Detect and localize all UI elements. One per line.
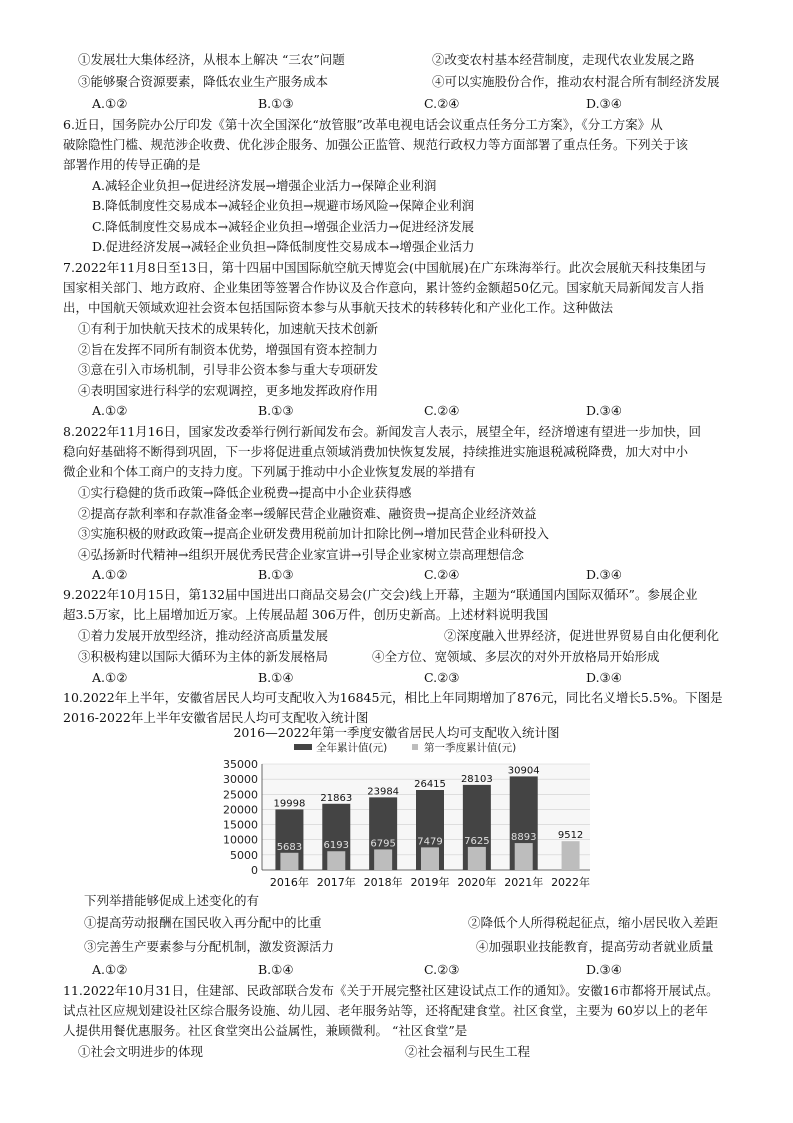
- bar-q1: [374, 849, 392, 870]
- q10-stem-line-2: 2016-2022年上半年安徽省居民人均可支配收入统计图: [63, 710, 369, 725]
- q11-option-1: ①社会文明进步的体现: [78, 1044, 204, 1059]
- q7-option-1: ①有利于加快航天技术的成果转化，加速航天技术创新: [78, 321, 379, 336]
- data-label-q1: 8893: [510, 832, 537, 844]
- data-label-annual: 26415: [414, 779, 446, 791]
- data-label-q1: 5683: [276, 841, 303, 853]
- q9-stem-line-1: 9.2022年10月15日，第132届中国进出口商品交易会(广交会)线上开幕，主题为“联通国内国际双循环”。参展企业: [63, 587, 698, 602]
- q10-answer-b: B.①④: [258, 962, 294, 977]
- y-tick-label: 20000: [223, 803, 258, 817]
- bar-q1: [515, 843, 533, 870]
- legend-swatch-q1: [412, 744, 418, 750]
- q6-stem-line-3: 部署作用的传导正确的是: [63, 157, 201, 172]
- q5-answer-b: B.①③: [258, 96, 294, 111]
- q7-option-2: ②旨在发挥不同所有制资本优势，增强国有资本控制力: [78, 342, 379, 357]
- q9-answer-b: B.①④: [258, 670, 294, 685]
- q8-answer-a: A.①②: [92, 567, 128, 582]
- income-bar-chart: [0, 742, 793, 902]
- y-tick-label: 10000: [223, 833, 258, 847]
- q8-option-4: ④弘扬新时代精神→组织开展优秀民营企业家宣讲→引导企业家树立崇高理想信念: [78, 547, 524, 562]
- q7-answer-b: B.①③: [258, 403, 294, 418]
- legend-swatch-annual: [294, 744, 312, 750]
- q7-stem-line-3: 出，中国航天领域欢迎社会资本包括国际资本参与从事航天技术的转移转化和产业化工作。这种做法: [63, 300, 614, 315]
- q9-option-4: ④全方位、宽领域、多层次的对外开放格局开始形成: [372, 649, 660, 664]
- q11-stem-line-2: 试点社区应规划建设社区综合服务设施、幼儿园、老年服务站等，还将配建食堂。社区食堂，主要为 60岁以上的老年: [63, 1003, 708, 1018]
- q8-answer-c: C.②④: [424, 567, 460, 582]
- q8-stem-line-3: 微企业和个体工商户的支持力度。下列属于推动中小企业恢复发展的举措有: [63, 464, 476, 479]
- q11-option-2: ②社会福利与民生工程: [405, 1044, 531, 1059]
- q5-option-3: ③能够聚合资源要素，降低农业生产服务成本: [78, 74, 329, 89]
- q9-answer-c: C.②③: [424, 670, 460, 685]
- x-tick-label: 2022年: [551, 876, 591, 889]
- data-label-annual: 28103: [460, 773, 493, 785]
- q7-stem-line-1: 7.2022年11月8日至13日，第十四届中国国际航空航天博览会(中国航展)在广东珠海举行。此次会展航天科技集团与: [63, 260, 707, 275]
- q7-answer-a: A.①②: [92, 403, 128, 418]
- q6-answer-c: C.降低制度性交易成本→减轻企业负担→增强企业活力→促进经济发展: [92, 219, 475, 234]
- q8-answer-d: D.③④: [586, 567, 622, 582]
- q11-stem-line-1: 11.2022年10月31日，住建部、民政部联合发布《关于开展完整社区建设试点工作的通知》。安徽16市都将开展试点。: [63, 983, 719, 998]
- legend-label-annual: 全年累计值(元): [316, 742, 388, 754]
- y-tick-label: 30000: [223, 773, 258, 787]
- q10-question: 下列举措能够促成上述变化的有: [84, 893, 260, 908]
- data-label-q1: 7625: [464, 835, 490, 847]
- q9-option-3: ③积极构建以国际大循环为主体的新发展格局: [78, 649, 329, 664]
- q10-option-2: ②降低个人所得税起征点，缩小居民收入差距: [468, 915, 719, 930]
- x-tick-label: 2021年: [504, 876, 544, 889]
- y-tick-label: 35000: [223, 758, 258, 771]
- data-label-q1: 6193: [323, 840, 350, 852]
- q8-answer-b: B.①③: [258, 567, 294, 582]
- q7-answer-c: C.②④: [424, 403, 460, 418]
- data-label-annual: 30904: [507, 765, 540, 777]
- q10-stem-line-1: 10.2022年上半年，安徽省居民人均可支配收入为16845元，相比上年同期增加了876元，同比名义增长5.5%。下图是: [63, 690, 723, 705]
- q11-stem-line-3: 人提供用餐优惠服务。社区食堂突出公益属性，兼顾微利。 “社区食堂”是: [63, 1023, 468, 1038]
- q5-option-1: ①发展壮大集体经济，从根本上解决 “三农”问题: [78, 52, 345, 67]
- q6-answer-b: B.降低制度性交易成本→减轻企业负担→规避市场风险→保障企业利润: [92, 198, 475, 213]
- bar-q1: [468, 847, 486, 870]
- data-label-q1: 7479: [417, 836, 443, 848]
- y-tick-label: 15000: [223, 818, 258, 832]
- q10-answer-d: D.③④: [586, 962, 622, 977]
- x-tick-label: 2019年: [410, 876, 450, 889]
- q10-answer-a: A.①②: [92, 962, 128, 977]
- chart-title: 2016—2022年第一季度安徽省居民人均可支配收入统计图: [233, 725, 560, 740]
- q10-option-3: ③完善生产要素参与分配机制，激发资源活力: [84, 939, 335, 954]
- data-label-annual: 19998: [273, 798, 306, 810]
- bar-q1: [562, 841, 580, 870]
- data-label-annual: 21863: [320, 792, 353, 804]
- legend-label-q1: 第一季度累计值(元): [424, 742, 517, 754]
- q8-stem-line-2: 稳向好基础将不断得到巩固，下一步将促进重点领域消费加快恢复发展，持续推进实施退税减税降费，加大对中小: [63, 444, 689, 459]
- q9-answer-d: D.③④: [586, 670, 622, 685]
- q9-option-2: ②深度融入世界经济，促进世界贸易自由化便利化: [444, 628, 720, 643]
- q10-option-1: ①提高劳动报酬在国民收入再分配中的比重: [84, 915, 322, 930]
- q6-answer-a: A.减轻企业负担→促进经济发展→增强企业活力→保障企业利润: [92, 178, 437, 193]
- q10-option-4: ④加强职业技能教育，提高劳动者就业质量: [476, 939, 714, 954]
- bar-q1: [421, 847, 439, 870]
- x-tick-label: 2016年: [269, 876, 309, 889]
- q7-option-4: ④表明国家进行科学的宏观调控，更多地发挥政府作用: [78, 383, 379, 398]
- q9-stem-line-2: 超3.5万家，比上届增加近万家。上传展品超 306万件，创历史新高。上述材料说明我国: [63, 607, 549, 622]
- q6-stem-line-1: 6.近日，国务院办公厅印发《第十次全国深化“放管服”改革电视电话会议重点任务分工方案》，《分工方案》从: [63, 117, 663, 132]
- x-tick-label: 2018年: [363, 876, 403, 889]
- y-tick-label: 0: [251, 864, 258, 877]
- q6-answer-d: D.促进经济发展→减轻企业负担→降低制度性交易成本→增强企业活力: [92, 239, 475, 254]
- bar-q1: [280, 853, 298, 870]
- q8-stem-line-1: 8.2022年11月16日，国家发改委举行例行新闻发布会。新闻发言人表示，展望全年，经济增速有望进一步加快，回: [63, 424, 702, 439]
- q9-answer-a: A.①②: [92, 670, 128, 685]
- x-tick-label: 2020年: [457, 876, 497, 889]
- q9-option-1: ①着力发展开放型经济，推动经济高质量发展: [78, 628, 329, 643]
- q10-answer-c: C.②③: [424, 962, 460, 977]
- data-label-q1: 9512: [557, 830, 584, 842]
- q6-stem-line-2: 破除隐性门槛、规范涉企收费、优化涉企服务、加强公正监管、规范行政权力等方面部署了重点任务。下列关于该: [63, 137, 689, 152]
- q5-answer-a: A.①②: [92, 96, 128, 111]
- q5-answer-c: C.②④: [424, 96, 460, 111]
- data-label-q1: 6795: [370, 838, 396, 850]
- y-tick-label: 25000: [223, 788, 258, 802]
- q7-answer-d: D.③④: [586, 403, 622, 418]
- x-tick-label: 2017年: [316, 876, 356, 889]
- q5-answer-d: D.③④: [586, 96, 622, 111]
- q5-option-2: ②改变农村基本经营制度，走现代农业发展之路: [432, 52, 695, 67]
- bar-q1: [327, 851, 345, 870]
- q8-option-1: ①实行稳健的货币政策→降低企业税费→提高中小企业获得感: [78, 485, 412, 500]
- q8-option-2: ②提高存款利率和存款准备金率→缓解民营企业融资难、融资贵→提高企业经济效益: [78, 506, 537, 521]
- q8-option-3: ③实施积极的财政政策→提高企业研发费用税前加计扣除比例→增加民营企业科研投入: [78, 526, 549, 541]
- q5-option-4: ④可以实施股份合作，推动农村混合所有制经济发展: [432, 74, 720, 89]
- q7-stem-line-2: 国家相关部门、地方政府、企业集团等签署合作协议及合作意向，累计签约金额超50亿元。国家航天局新闻发言人指: [63, 280, 704, 295]
- data-label-annual: 23984: [367, 786, 400, 798]
- q7-option-3: ③意在引入市场机制，引导非公资本参与重大专项研发: [78, 362, 379, 377]
- y-tick-label: 5000: [230, 848, 258, 862]
